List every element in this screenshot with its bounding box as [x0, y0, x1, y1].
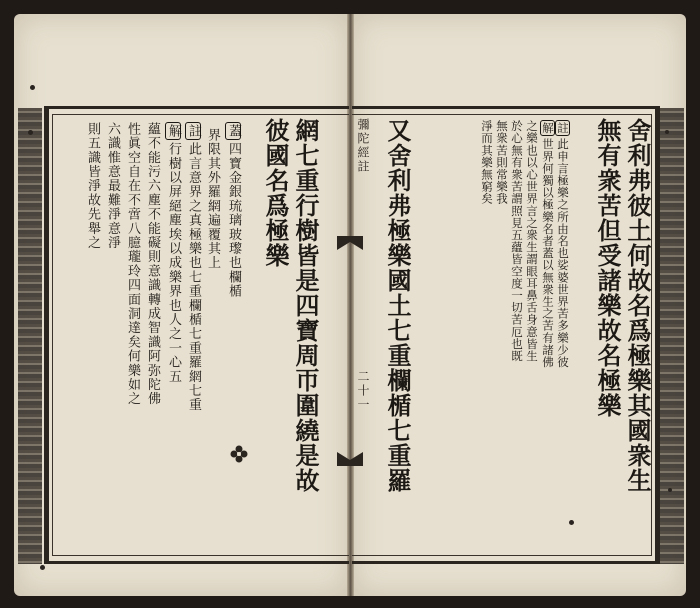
- binding-hole: [665, 130, 669, 134]
- binding-hole: [30, 85, 35, 90]
- commentary-column: 淨而其樂無窮矣: [480, 120, 494, 205]
- binding-hole: [40, 565, 45, 570]
- commentary-column: [185, 122, 201, 552]
- note-text: 四寶金銀琉璃玻瓈也欄楯: [226, 142, 241, 299]
- commentary-text: 行樹以屏絕塵埃以成樂界也人之一心五: [166, 142, 181, 384]
- commentary-marker-badge: 註: [186, 124, 201, 139]
- main-text-column: 舍利弗彼土何故名爲極樂其國衆生: [623, 118, 652, 493]
- commentary-marker-badge: 解: [166, 124, 181, 139]
- binding-hole: [668, 488, 672, 492]
- margin-title: 彌陀經註: [356, 118, 370, 174]
- main-text-column: 又舍利弗極樂國土七重欄楯七重羅: [383, 118, 412, 493]
- commentary-text: 此言意界之真極樂也七重欄楯七重羅網七重: [186, 142, 201, 413]
- commentary-column: 性眞空自在不啻八臆瓏玲四面洞達矣何樂如之: [125, 122, 140, 406]
- fishtail-mark-bottom: [337, 452, 363, 466]
- commentary-marker-badge: 解: [541, 122, 555, 135]
- commentary-column: 則五識皆淨故先舉之: [85, 122, 100, 250]
- commentary-column: 無衆苦則常樂我: [495, 120, 509, 205]
- commentary-column: [540, 120, 555, 550]
- note-marker-badge: 蓋: [226, 124, 241, 139]
- main-text-column: 彼國名爲極樂: [261, 118, 290, 268]
- commentary-marker-badge: 註: [556, 122, 570, 135]
- commentary-column: 於心無有衆苦謂照見五蘊皆空度一切苦厄也既: [510, 120, 524, 362]
- commentary-column: 蘊不能污六塵不能礙則意識轉成智識阿弥陀佛: [145, 122, 160, 406]
- commentary-column: 之樂也以心世界言之衆生謂眼耳鼻舌身意皆生: [525, 120, 539, 362]
- page-number: 二十一: [356, 370, 370, 412]
- commentary-text: 此申言極樂之所由名也娑婆世界苦多樂少彼: [556, 138, 570, 369]
- left-edge-strip: [18, 108, 42, 564]
- commentary-column: [555, 120, 570, 550]
- right-edge-strip: [660, 108, 684, 564]
- note-column: [225, 122, 241, 332]
- commentary-column: [165, 122, 181, 552]
- flower-ornament-icon: [230, 445, 248, 463]
- note-column: 界限其外羅網遍覆其上: [205, 128, 220, 270]
- commentary-column: 六識惟意最難淨意淨: [105, 122, 120, 250]
- binding-hole: [28, 130, 33, 135]
- fishtail-mark-top: [337, 236, 363, 250]
- main-text-column: 無有衆苦但受諸樂故名極樂: [593, 118, 622, 418]
- commentary-text: 世界何獨以極樂名者蓋以無衆生之苦有諸佛: [541, 138, 555, 369]
- main-text-column: 網七重行樹皆是四寶周帀圍繞是故: [291, 118, 320, 493]
